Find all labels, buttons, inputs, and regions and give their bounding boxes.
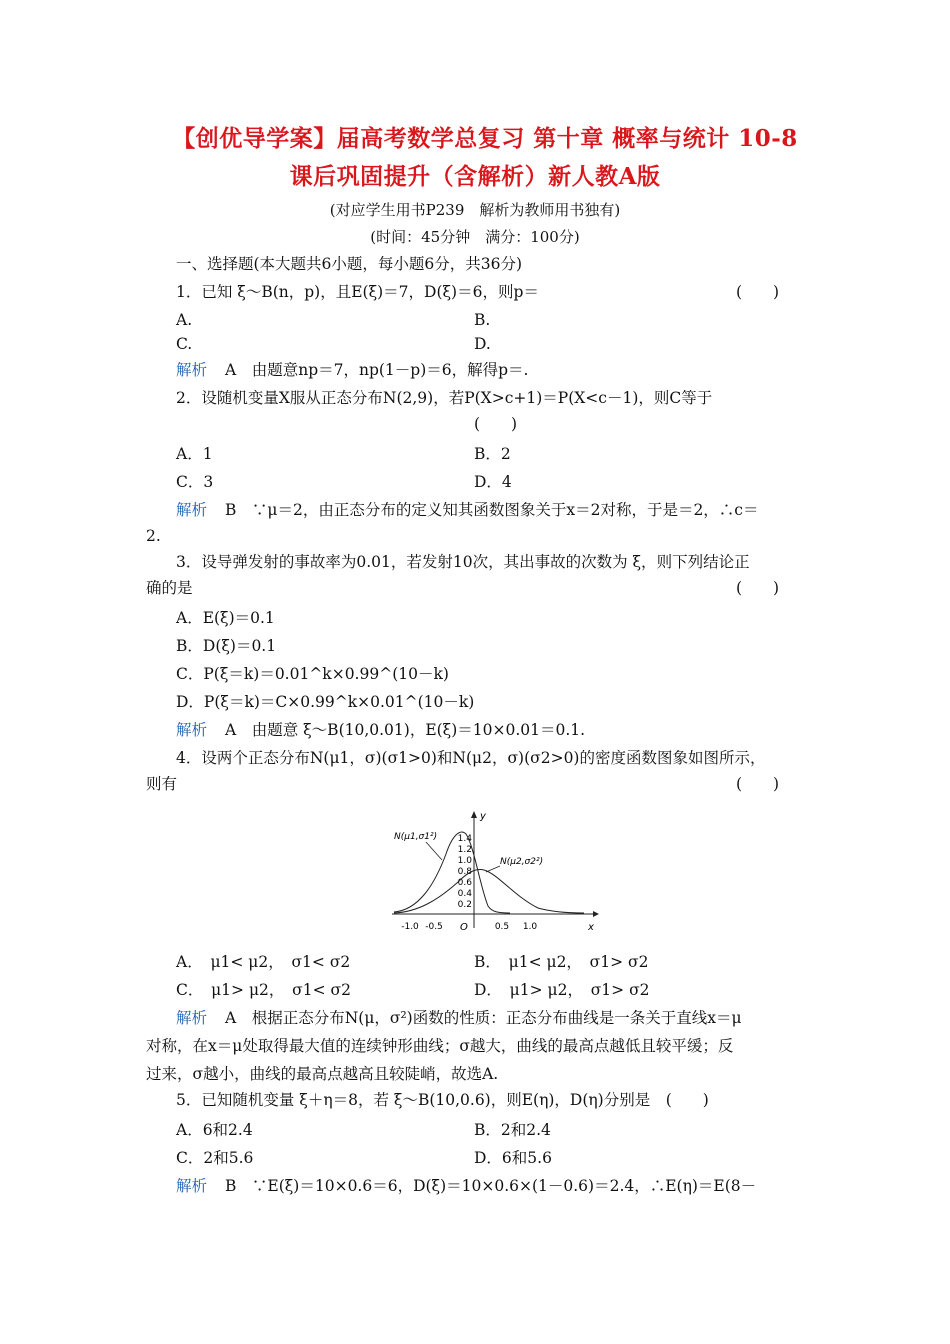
q3-option-c: C．P(ξ＝k)＝0.01^k×0.99^(10－k) xyxy=(176,665,449,683)
analysis-label: 解析 xyxy=(176,361,208,379)
q5-option-d: D．6和5.6 xyxy=(474,1149,552,1167)
q4-answer-bracket: ( ) xyxy=(736,775,780,793)
q1-analysis xyxy=(176,360,846,380)
q1-answer-bracket: ( ) xyxy=(736,283,780,301)
analysis-label: 解析 xyxy=(176,721,208,739)
q4-option-d: D． μ1> μ2， σ1> σ2 xyxy=(474,981,650,999)
question-4: 4．设两个正态分布N(μ1，σ)(σ1>0)和N(μ2，σ)(σ2>0)的密度函数图象如图所示， xyxy=(176,749,766,767)
y-tick: 0.4 xyxy=(457,889,472,899)
q4-analysis xyxy=(176,1008,846,1028)
q5-option-b: B．2和2.4 xyxy=(474,1121,551,1139)
q1-analysis-text: A 由题意np＝7，np(1－p)＝6，解得p＝. xyxy=(225,361,529,379)
q3-option-d: D．P(ξ＝k)＝C×0.99^k×0.01^(10－k) xyxy=(176,693,475,711)
q4-analysis-line3: 过来，σ越小，曲线的最高点越高且较陡峭，故选A. xyxy=(146,1065,499,1083)
doc-title-line1: 【创优导学案】届高考数学总复习 第十章 概率与统计 10-8 xyxy=(172,125,798,152)
q4-option-a: A． μ1< μ2， σ1< σ2 xyxy=(176,953,351,971)
y-tick: 1.2 xyxy=(457,845,472,855)
q2-answer-bracket: ( ) xyxy=(474,415,518,433)
q2-analysis-cont: 2. xyxy=(146,527,161,545)
q2-analysis xyxy=(176,500,846,520)
analysis-label: 解析 xyxy=(176,1177,208,1195)
q2-option-b: B．2 xyxy=(474,445,511,463)
q2-analysis-text: B ∵μ＝2，由正态分布的定义知其函数图象关于x＝2对称，于是＝2，∴c＝ xyxy=(225,501,759,519)
doc-title-line2: 课后巩固提升（含解析）新人教A版 xyxy=(289,163,661,190)
q3-option-a: A．E(ξ)＝0.1 xyxy=(176,609,275,627)
x-axis-label: x xyxy=(588,922,594,933)
normal-distribution-graph xyxy=(388,806,600,936)
curve-1 xyxy=(394,832,510,913)
curve-2 xyxy=(394,870,584,914)
q2-option-c: C．3 xyxy=(176,473,214,491)
curve-1-pointer xyxy=(426,842,442,860)
x-tick: -0.5 xyxy=(425,922,443,932)
y-axis-arrow xyxy=(471,811,477,818)
y-axis-label: y xyxy=(480,811,486,822)
q1-option-d: D. xyxy=(474,335,491,353)
q5-analysis xyxy=(176,1176,846,1196)
q2-option-a: A．1 xyxy=(176,445,213,463)
q5-option-c: C．2和5.6 xyxy=(176,1149,254,1167)
analysis-label: 解析 xyxy=(176,1009,208,1027)
curve-1-label: N(μ1,σ1²) xyxy=(394,832,438,842)
q3-option-b: B．D(ξ)＝0.1 xyxy=(176,637,277,655)
x-tick: 0.5 xyxy=(494,922,510,932)
q1-option-b: B. xyxy=(474,311,491,329)
question-4-cont: 则有 xyxy=(146,775,178,793)
q4-option-c: C． μ1> μ2， σ1< σ2 xyxy=(176,981,351,999)
question-3-cont: 确的是 xyxy=(146,579,193,597)
q3-answer-bracket: ( ) xyxy=(736,579,780,597)
question-2: 2．设随机变量X服从正态分布N(2,9)，若P(X>c+1)＝P(X<c－1)，则C等于 xyxy=(176,389,713,407)
question-3: 3．设导弹发射的事故率为0.01，若发射10次，其出事故的次数为 ξ，则下列结论正 xyxy=(176,553,750,571)
curve-2-label: N(μ2,σ2²) xyxy=(500,857,544,867)
analysis-label: 解析 xyxy=(176,501,208,519)
y-tick: 0.8 xyxy=(457,867,472,877)
q4-analysis-line2: 对称，在x＝μ处取得最大值的连续钟形曲线；σ越大，曲线的最高点越低且较平缓；反 xyxy=(146,1037,734,1055)
q2-option-d: D．4 xyxy=(474,473,512,491)
subtitle-time: (时间：45分钟 满分：100分) xyxy=(370,228,580,246)
q1-option-c: C. xyxy=(176,335,193,353)
curve-2-pointer xyxy=(486,866,500,872)
q4-option-b: B． μ1< μ2， σ1> σ2 xyxy=(474,953,649,971)
origin-label: O xyxy=(460,922,468,933)
x-tick-labels xyxy=(401,922,537,932)
y-tick: 0.2 xyxy=(457,900,472,910)
y-tick: 1.0 xyxy=(457,856,472,866)
subtitle-source: (对应学生用书P239 解析为教师用书独有) xyxy=(329,201,621,219)
q3-analysis-text: A 由题意 ξ～B(10,0.01)，E(ξ)＝10×0.01＝0.1. xyxy=(225,721,586,739)
q1-option-a: A. xyxy=(176,311,193,329)
q1-stem: 1．已知 ξ～B(n，p)，且E(ξ)＝7，D(ξ)＝6，则p＝ xyxy=(176,283,539,301)
x-tick: 1.0 xyxy=(522,922,538,932)
section-heading: 一、选择题(本大题共6小题，每小题6分，共36分) xyxy=(176,255,523,273)
y-tick: 1.4 xyxy=(457,834,472,844)
y-tick: 0.6 xyxy=(457,878,472,888)
q4-analysis-text: A 根据正态分布N(μ，σ²)函数的性质：正态分布曲线是一条关于直线x＝μ xyxy=(225,1009,742,1027)
q3-analysis xyxy=(176,720,846,740)
q5-analysis-text: B ∵E(ξ)＝10×0.6＝6，D(ξ)＝10×0.6×(1－0.6)＝2.4，∴E(η)＝E(8－ xyxy=(225,1177,757,1195)
question-5: 5．已知随机变量 ξ＋η＝8，若 ξ～B(10,0.6)，则E(η)，D(η)分别是 ( ) xyxy=(176,1091,709,1109)
x-axis-arrow xyxy=(593,911,599,917)
q5-option-a: A．6和2.4 xyxy=(176,1121,253,1139)
x-tick: -1.0 xyxy=(401,922,419,932)
